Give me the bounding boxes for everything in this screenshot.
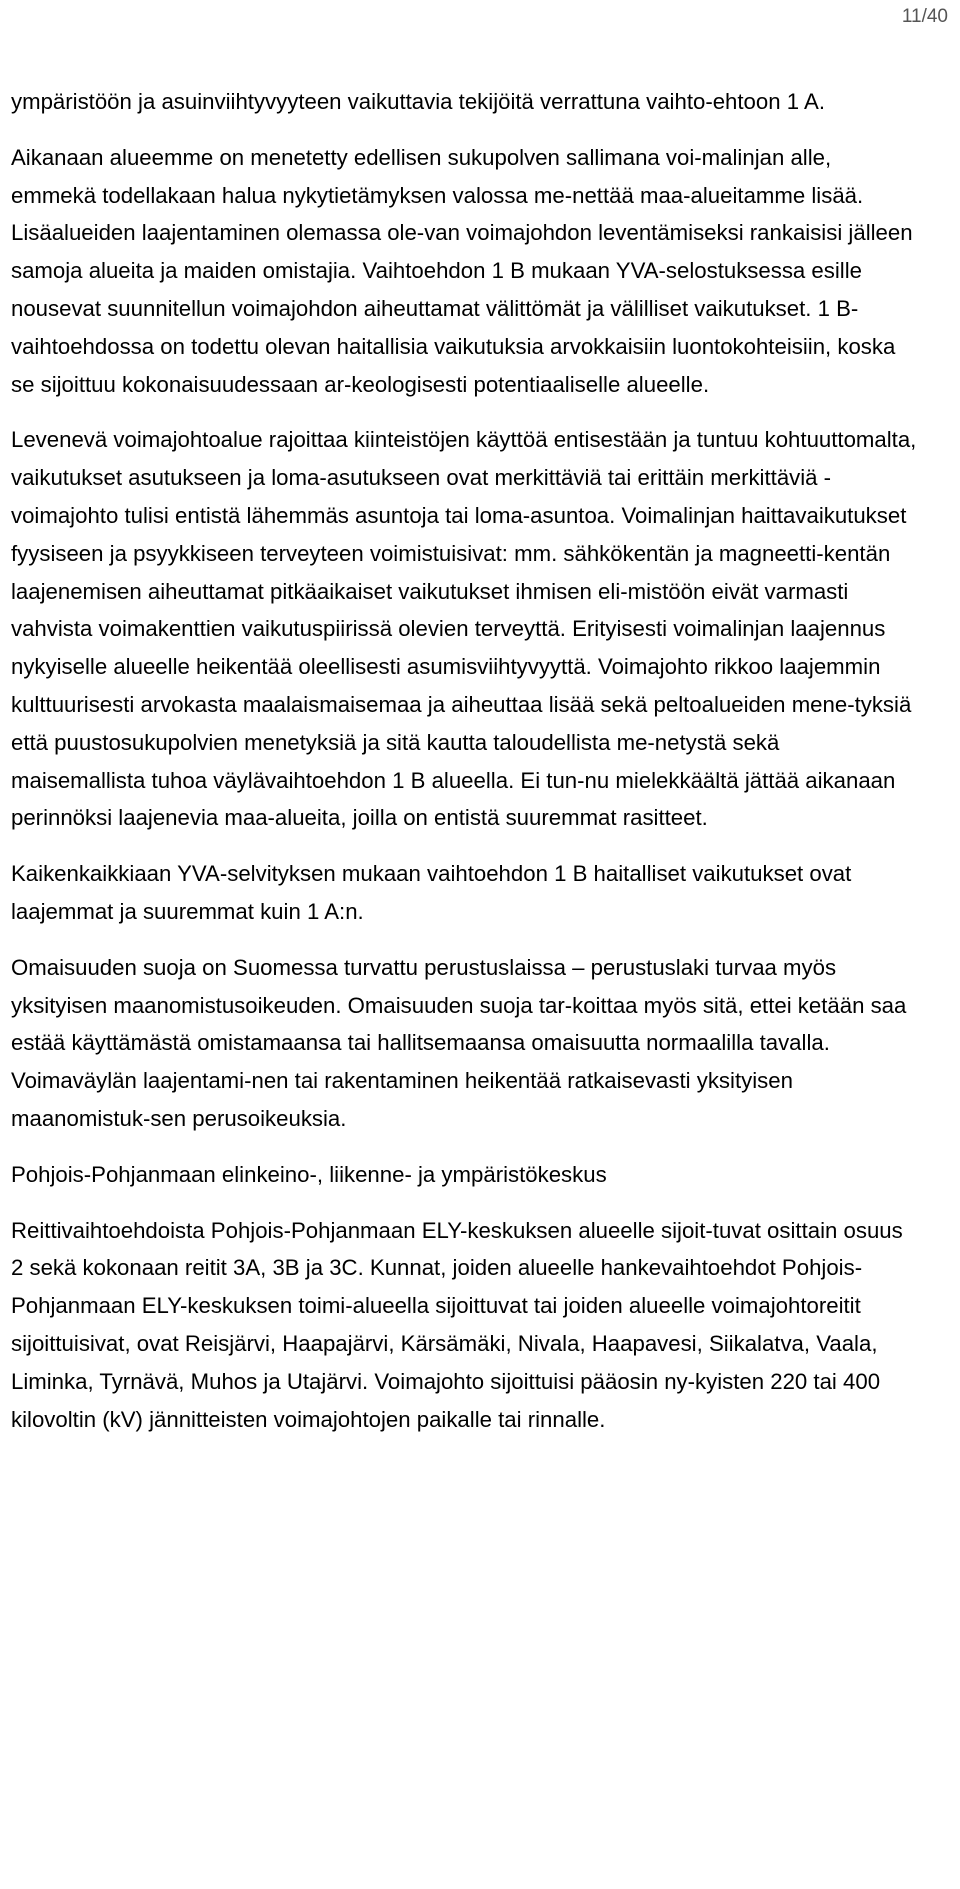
paragraph-summary: Kaikenkaikkiaan YVA-selvityksen mukaan vaihtoehdon 1 B haitalliset vaikutukset ovat laajemmat ja suuremmat kuin 1 A:n.	[11, 861, 852, 924]
section-heading-ely-centre: Pohjois-Pohjanmaan elinkeino-, liikenne- ja ympäristökeskus	[11, 1161, 607, 1187]
page-number: 11/40	[901, 6, 948, 27]
paragraph-property-protection: Omaisuuden suoja on Suomessa turvattu perustuslaissa – perustuslaki turvaa myös yksityisen maanomistusoikeuden. Omaisuuden suoja tar-koittaa myös sitä, ettei ketään saa estää käyttämästä omistamaansa tai hallitsemaansa omaisuutta normaalilla tavalla. Voimaväylän laajentami-nen tai rakentaminen heikentää ratkaisevasti yksityisen maanomistuk-sen perusoikeuksia.	[11, 954, 907, 1131]
paragraph-route-alternatives: Reittivaihtoehdoista Pohjois-Pohjanmaan ELY-keskuksen alueelle sijoit-tuvat osittain osuus 2 sekä kokonaan reitit 3A, 3B ja 3C. Kunnat, joiden alueelle hankevaihtoehdot Pohjois-Pohjanmaan ELY-keskuksen toimi-alueella sijoittuvat tai joiden alueelle voimajohtoreitit sijoittuisivat, ovat Reisjärvi, Haapajärvi, Kärsämäki, Nivala, Haapavesi, Siikalatva, Vaala, Liminka, Tyrnävä, Muhos ja Utajärvi. Voimajohto sijoittuisi pääosin ny-kyisten 220 tai 400 kilovoltin (kV) jännitteisten voimajohtojen paikalle tai rinnalle.	[11, 1217, 903, 1432]
document-body	[11, 83, 919, 1456]
paragraph-continuation: ympäristöön ja asuinviihtyvyyteen vaikuttavia tekijöitä verrattuna vaihto-ehtoon 1 A.	[11, 89, 825, 114]
paragraph-land-loss: Aikanaan alueemme on menetetty edellisen sukupolven sallimana voi-malinjan alle, emmekä todellakaan halua nykytietämyksen valossa me-nettää maa-alueitamme lisää. Lisäalueiden laajentaminen olemassa ole-van voimajohdon leventämiseksi rankaisisi jälleen samoja alueita ja maiden omistajia. Vaihtoehdon 1 B mukaan YVA-selostuksessa esille nousevat suunnitellun voimajohdon aiheuttamat välittömät ja välilliset vaikutukset. 1 B-vaihtoehdossa on todettu olevan haitallisia vaikutuksia arvokkaisiin luontokohteisiin, koska se sijoittuu kokonaisuudessaan ar-keologisesti potentiaaliselle alueelle.	[11, 144, 913, 397]
paragraph-expanding-corridor: Levenevä voimajohtoalue rajoittaa kiinteistöjen käyttöä entisestään ja tuntuu kohtuuttomalta, vaikutukset asutukseen ja loma-asutukseen ovat merkittäviä tai erittäin merkittäviä - voimajohto tulisi entistä lähemmäs asuntoja tai loma-asuntoa. Voimalinjan haittavaikutukset fyysiseen ja psyykkiseen terveyteen voimistuisivat: mm. sähkökentän ja magneetti-kentän laajenemisen aiheuttamat pitkäaikaiset vaikutukset ihmisen eli-mistöön eivät varmasti vahvista voimakenttien vaikutuspiirissä olevien terveyttä. Erityisesti voimalinjan laajennus nykyiselle alueelle heikentää oleellisesti asumisviihtyvyyttä. Voimajohto rikkoo laajemmin kulttuurisesti arvokasta maalaismaisemaa ja aiheuttaa lisää sekä peltoalueiden mene-tyksiä että puustosukupolvien menetyksiä ja sitä kautta taloudellista me-netystä sekä maisemallista tuhoa väylävaihtoehdon 1 B alueella. Ei tun-nu mielekkäältä jättää aikanaan perinnöksi laajenevia maa-alueita, joilla on entistä suuremmat rasitteet.	[11, 427, 917, 831]
